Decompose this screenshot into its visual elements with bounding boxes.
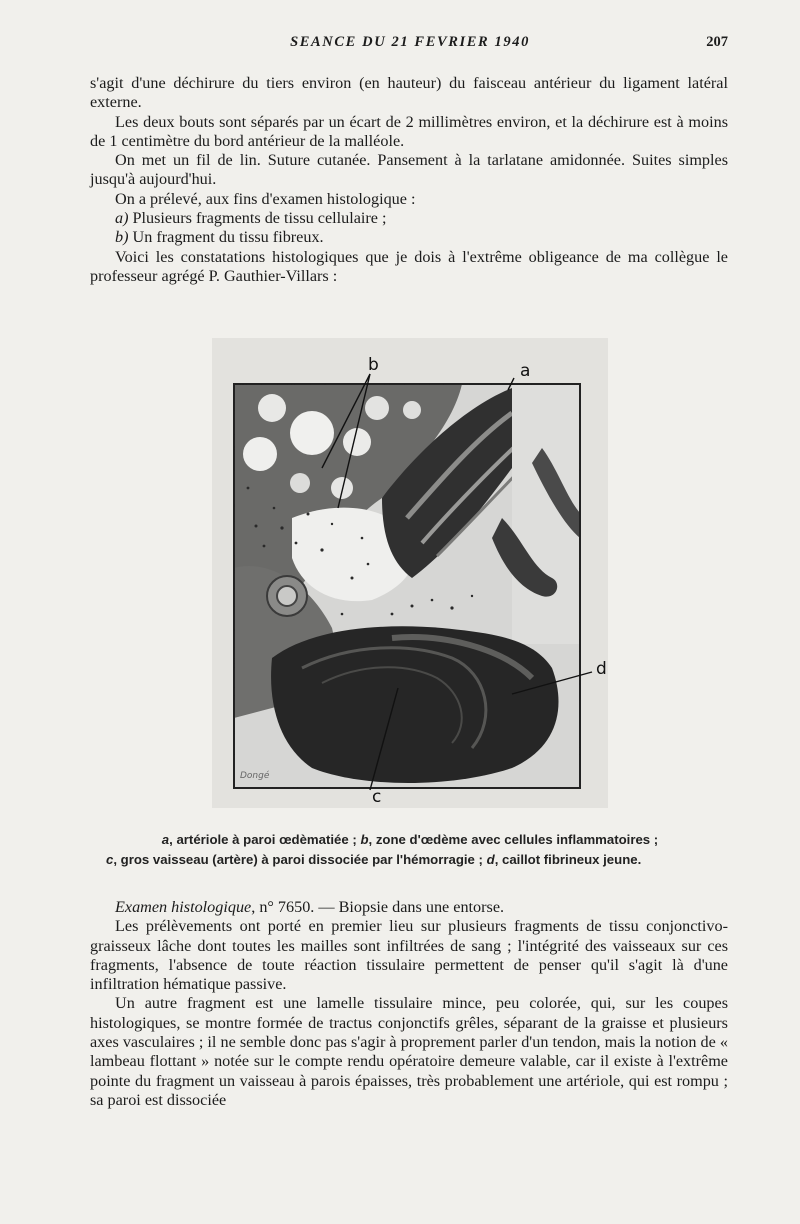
figure-label-d: d [596, 659, 607, 679]
list-item: a) Plusieurs fragments de tissu cellulaire ; [115, 209, 387, 228]
exam-subtitle: , n° 7650. — Biopsie dans une entorse. [251, 898, 505, 916]
histology-figure [212, 338, 608, 808]
body-text-bottom [90, 898, 728, 1110]
paragraph: Un autre fragment est une lamelle tissulaire mince, peu colorée, qui, sur les coupes histologiques, se montre formée de tractus conjonctifs grêles, séparant de la graisse et plusieurs axes vasculaires ; il ne semble donc pas s'agir à proprement parler d'un tendon, mais la notion de « lambeau flottant » notée sur le compte rendu opératoire demeure valable, car il existe à l'extrême pointe du fragment un vaisseau à parois épaisses, très probablement une artériole, qui est rompu ; sa paroi est dissociée [90, 994, 728, 1109]
running-head [90, 34, 730, 54]
histology-micrograph [212, 338, 608, 808]
caption-line-1: a, artériole à paroi œdèmatiée ; b, zone d'œdème avec cellules inflammatoires ; [161, 832, 659, 847]
paragraph: On a prélevé, aux fins d'examen histologique : [115, 189, 416, 208]
figure-caption [90, 830, 730, 869]
paragraph: Les prélèvements ont porté en premier lieu sur plusieurs fragments de tissu conjonctivo-graisseux lâche dont toutes les mailles sont infiltrées de sang ; l'intégrité des vaisseaux sur ces fragments, l'absence de toute réaction tissulaire permettent de penser qu'il s'agit là d'une infiltration hématique passive. [90, 917, 728, 994]
list-item: b) Un fragment du tissu fibreux. [115, 228, 324, 247]
paragraph: Voici les constatations histologiques que je dois à l'extrême obligeance de ma collègue le professeur agrégé P. Gauthier-Villars : [90, 247, 728, 285]
caption-line-2: c, gros vaisseau (artère) à paroi dissociée par l'hémorragie ; d, caillot fibrineux jeune. [106, 851, 642, 867]
body-text-top [90, 74, 728, 286]
page-number: 207 [706, 34, 728, 50]
paragraph: On met un fil de lin. Suture cutanée. Pansement à la tarlatane amidonnée. Suites simples jusqu'à aujourd'hui. [90, 151, 728, 189]
figure-label-b: b [368, 355, 379, 375]
exam-title: Examen histologique [115, 898, 252, 916]
paragraph: s'agit d'une déchirure du tiers environ (en hauteur) du faisceau antérieur du ligament latéral externe. [90, 74, 728, 112]
running-title: SEANCE DU 21 FEVRIER 1940 [290, 34, 530, 50]
section-heading [90, 898, 728, 917]
list-marker: b) [115, 228, 129, 247]
paragraph: Les deux bouts sont séparés par un écart de 2 millimètres environ, et la déchirure est à moins de 1 centimètre du bord antérieur de la malléole. [90, 112, 728, 150]
engraver-signature: Dongé [240, 771, 270, 781]
list-marker: a) [115, 209, 129, 228]
figure-label-a: a [520, 361, 531, 381]
figure-label-c: c [372, 787, 382, 807]
